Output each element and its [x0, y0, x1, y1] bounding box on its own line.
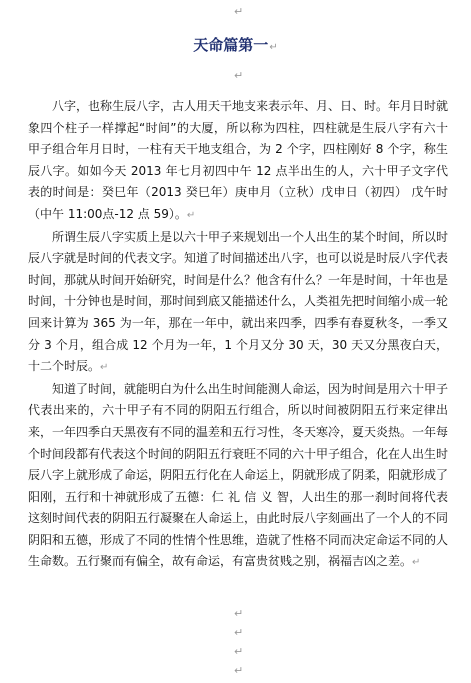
title-paragraph-mark: ↵: [269, 42, 278, 53]
paragraph-1: 八字，也称生辰八字，古人用天干地支来表示年、月、日、时。年月日时就象四个柱子一样撑起“时间”的大厦，所以称为四柱，四柱就是生辰八字有六十甲子组合年月日时，一柱有天干地支组合，为 2 个字，四柱刚好 8 个字，称生辰八字。如如今天 2013 年七月初四中午 12 点半出生的人，六十甲子文字代表的时间是：癸巳年（2013 癸巳年）庚申月（立秋）戊申日（初四） 戊午时（中午 11:00点-12 点 59）。↵: [28, 99, 449, 221]
paragraph-mark: ↵: [100, 362, 109, 374]
trailing-mark-3: ↵: [234, 645, 244, 658]
trailing-mark-2: ↵: [234, 626, 244, 639]
paragraph-mark-top: ↵: [234, 5, 244, 18]
paragraph-3: 知道了时间，就能明白为什么出生时间能测人命运，因为时间是用六十甲子代表出来的，六十甲子有不同的阴阳五行组合，所以时间被阴阳五行来定律出来，一年四季白天黑夜有不同的温差和五行习性，冬天寒冷，夏天炎热。一年每个时间段都有代表这个时间的阴阳五行衰旺不同的六十甲子组合，化在人出生时辰八字上就形成了命运，阴阳五行化在人命运上，阴就形成了阴柔，阳就形成了阳刚，五行和十神就形成了五德：仁 礼 信 义 智，人出生的那一刹时间将代表这刻时间代表的阴阳五行凝聚在人命运上，由此时辰八字刻画出了一个人的不同阴阳和五德，形成了不同的性情个性思维，造就了性格不同而决定命运不同的人生命数。五行聚而有偏全，故有命运，有富贵贫贱之别，祸福吉凶之差。↵: [28, 381, 449, 569]
paragraph-mark-after-title: ↵: [234, 69, 244, 82]
title-text: 天命篇第一: [193, 36, 269, 54]
paragraph-2: 所谓生辰八字实质上是以六十甲子来规划出一个人出生的某个时间，所以时辰八字就是时间的代表文字。知道了时间描述出八字，也可以说是时辰八字代表时间，那就从时间开始研究，时间是什么？他含有什么？一年是时间，十年也是时间，十分钟也是时间，那时间到底又能描述什么，人类祖先把时间缩小成一轮回来计算为 365 为一年，那在一年中，就出来四季，四季有春夏秋冬，一季又分 3 个月，组合成 12 个月为一年，1 个月又分 30 天，30 天又分黑夜白天，十二个时辰。↵: [28, 229, 449, 374]
paragraph-mark: ↵: [186, 209, 196, 221]
document-title: [0, 36, 471, 54]
document-body: [28, 96, 448, 574]
trailing-mark-1: ↵: [234, 607, 244, 620]
trailing-mark-4: ↵: [234, 664, 244, 677]
paragraph-mark: ↵: [412, 557, 421, 569]
